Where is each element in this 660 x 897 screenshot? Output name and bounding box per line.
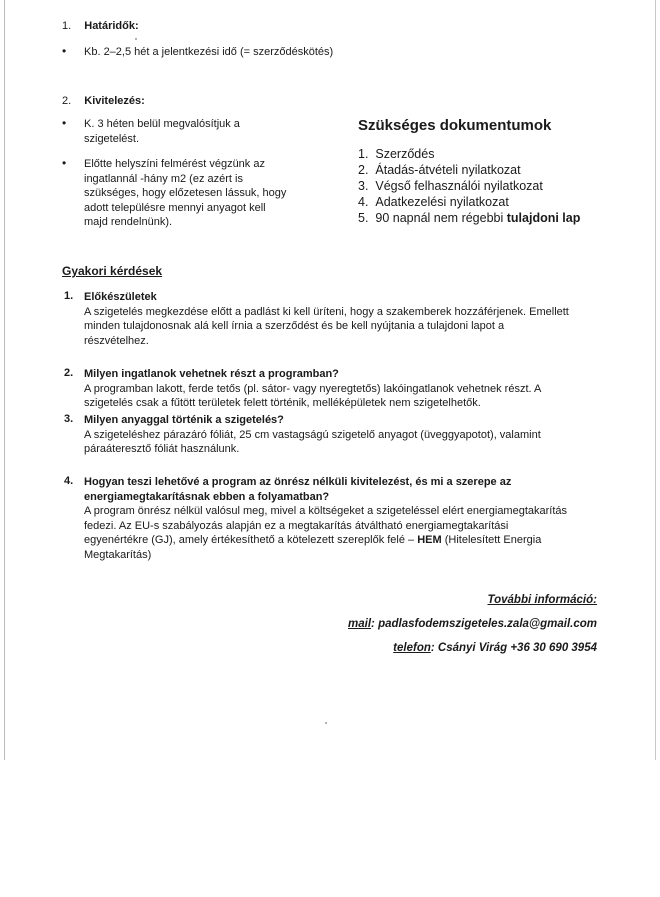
documents-item <box>358 210 580 226</box>
faq-3 <box>84 413 541 457</box>
item-number: 3. <box>358 179 369 193</box>
item-number: 1. <box>358 147 369 161</box>
documents-item <box>358 162 580 178</box>
more-info-heading: További információ: <box>487 594 597 606</box>
faq-4-number: 4. <box>64 475 74 487</box>
faq-3-answer-line: páraáteresztő fóliát használunk. <box>84 443 240 455</box>
scan-speck <box>325 722 327 724</box>
faq-4-question: Hogyan teszi lehetővé a program az önrész nélküli kivitelezést, és mi a szerepe az <box>84 476 512 488</box>
faq-2-question: Milyen ingatlanok vehetnek részt a programban? <box>84 368 339 380</box>
text-line: Előtte helyszíni felmérést végzünk az <box>84 158 265 170</box>
faq-1-number: 1. <box>64 290 74 302</box>
faq-1 <box>84 290 569 348</box>
answer-text: (Hitelesített Energia <box>441 534 542 546</box>
page-edge-left <box>4 0 5 760</box>
faq-1-answer-line: minden tulajdonosnak alá kell írnia a szerződést és be kell nyújtania a tulajdoni lapot a <box>84 320 505 332</box>
section-1-number: 1. <box>62 20 72 32</box>
page-edge-right <box>655 0 656 760</box>
item-number: 4. <box>358 195 369 209</box>
faq-2-answer-line: szigetelés csak a fűtött területek felett történik, melléképületek nem szigetelhetők. <box>84 397 481 409</box>
faq-1-answer-line: részvételhez. <box>84 334 149 347</box>
faq-1-question: Előkészületek <box>84 291 157 303</box>
mail-label: mail <box>348 618 372 630</box>
item-text: 90 napnál nem régebbi <box>375 211 507 225</box>
faq-4-answer-line: A program önrész nélkül valósul meg, mivel a költségeket a szigeteléssel elért energiamegtakarítás <box>84 505 568 517</box>
faq-4 <box>84 475 567 562</box>
item-text: Szerződés <box>375 147 435 161</box>
section-1-heading <box>62 19 139 34</box>
section-2-title: Kivitelezés: <box>84 95 145 107</box>
documents-item <box>358 146 580 162</box>
bullet-icon: • <box>62 44 67 58</box>
section-2-bullet-1 <box>84 117 334 146</box>
answer-text: egyenértékre (GJ), amely értékesíthető a kötelezett szereplők felé – <box>84 534 418 546</box>
text-line: majd rendelnünk). <box>84 216 173 228</box>
item-number: 2. <box>358 163 369 177</box>
text-line: szigetelést. <box>84 132 140 145</box>
text-line: K. 3 héten belül megvalósítjuk a <box>84 118 240 130</box>
documents-item <box>358 178 580 194</box>
faq-4-answer-line: fedezi. Az EU-s szabályozás alapján ez a megtakarítás átváltható energiamegtakarítási <box>84 519 509 532</box>
documents-list <box>358 146 580 226</box>
text-line: adott településre mennyi anyagot kell <box>84 201 266 214</box>
text-line: ingatlannál -hány m2 (ez azért is <box>84 172 243 185</box>
faq-3-number: 3. <box>64 413 74 425</box>
item-number: 5. <box>358 211 369 225</box>
faq-4-question: energiamegtakarításnak ebben a folyamatban? <box>84 490 330 503</box>
section-2-bullet-2 <box>84 157 334 230</box>
scan-speck <box>135 38 137 40</box>
mail-value[interactable]: : padlasfodemszigeteles.zala@gmail.com <box>371 618 597 630</box>
section-1-title: Határidők: <box>84 20 139 32</box>
section-1-bullet-1: Kb. 2–2,5 hét a jelentkezési idő (= szerződéskötés) <box>84 46 334 58</box>
faq-3-question: Milyen anyaggal történik a szigetelés? <box>84 414 284 426</box>
faq-2 <box>84 367 541 411</box>
faq-title: Gyakori kérdések <box>62 264 163 278</box>
faq-2-number: 2. <box>64 367 74 379</box>
item-text: Végső felhasználói nyilatkozat <box>375 179 543 193</box>
item-text-bold: tulajdoni lap <box>506 211 581 225</box>
text-line: szükséges, hogy előzetesen lássuk, hogy <box>84 187 287 199</box>
faq-3-answer-line: A szigeteléshez párazáró fóliát, 25 cm vastagságú szigetelő anyagot (üveggyapotot), valamint <box>84 428 541 441</box>
faq-4-answer-line <box>84 533 567 548</box>
documents-item <box>358 194 580 210</box>
phone-value[interactable]: : Csányi Virág +36 30 690 3954 <box>430 642 597 654</box>
faq-4-answer-line: Megtakarítás) <box>84 548 152 561</box>
section-2-heading <box>62 94 145 109</box>
item-text: Adatkezelési nyilatkozat <box>375 195 509 209</box>
contact-mail <box>348 618 597 630</box>
faq-1-answer-line: A szigetelés megkezdése előtt a padlást ki kell üríteni, hogy a szakemberek hozzáférjenek. Emellett <box>84 305 569 318</box>
phone-label: telefon <box>393 642 431 654</box>
bullet-icon: • <box>62 156 67 170</box>
contact-phone <box>393 642 597 654</box>
item-text: Átadás-átvételi nyilatkozat <box>375 163 521 177</box>
bullet-icon: • <box>62 116 67 130</box>
documents-title: Szükséges dokumentumok <box>358 117 552 134</box>
answer-text-bold: HEM <box>417 534 442 546</box>
section-2-number: 2. <box>62 95 72 107</box>
faq-2-answer-line: A programban lakott, ferde tetős (pl. sátor- vagy nyeregtetős) lakóingatlanok vehetnek részt. A <box>84 382 542 395</box>
